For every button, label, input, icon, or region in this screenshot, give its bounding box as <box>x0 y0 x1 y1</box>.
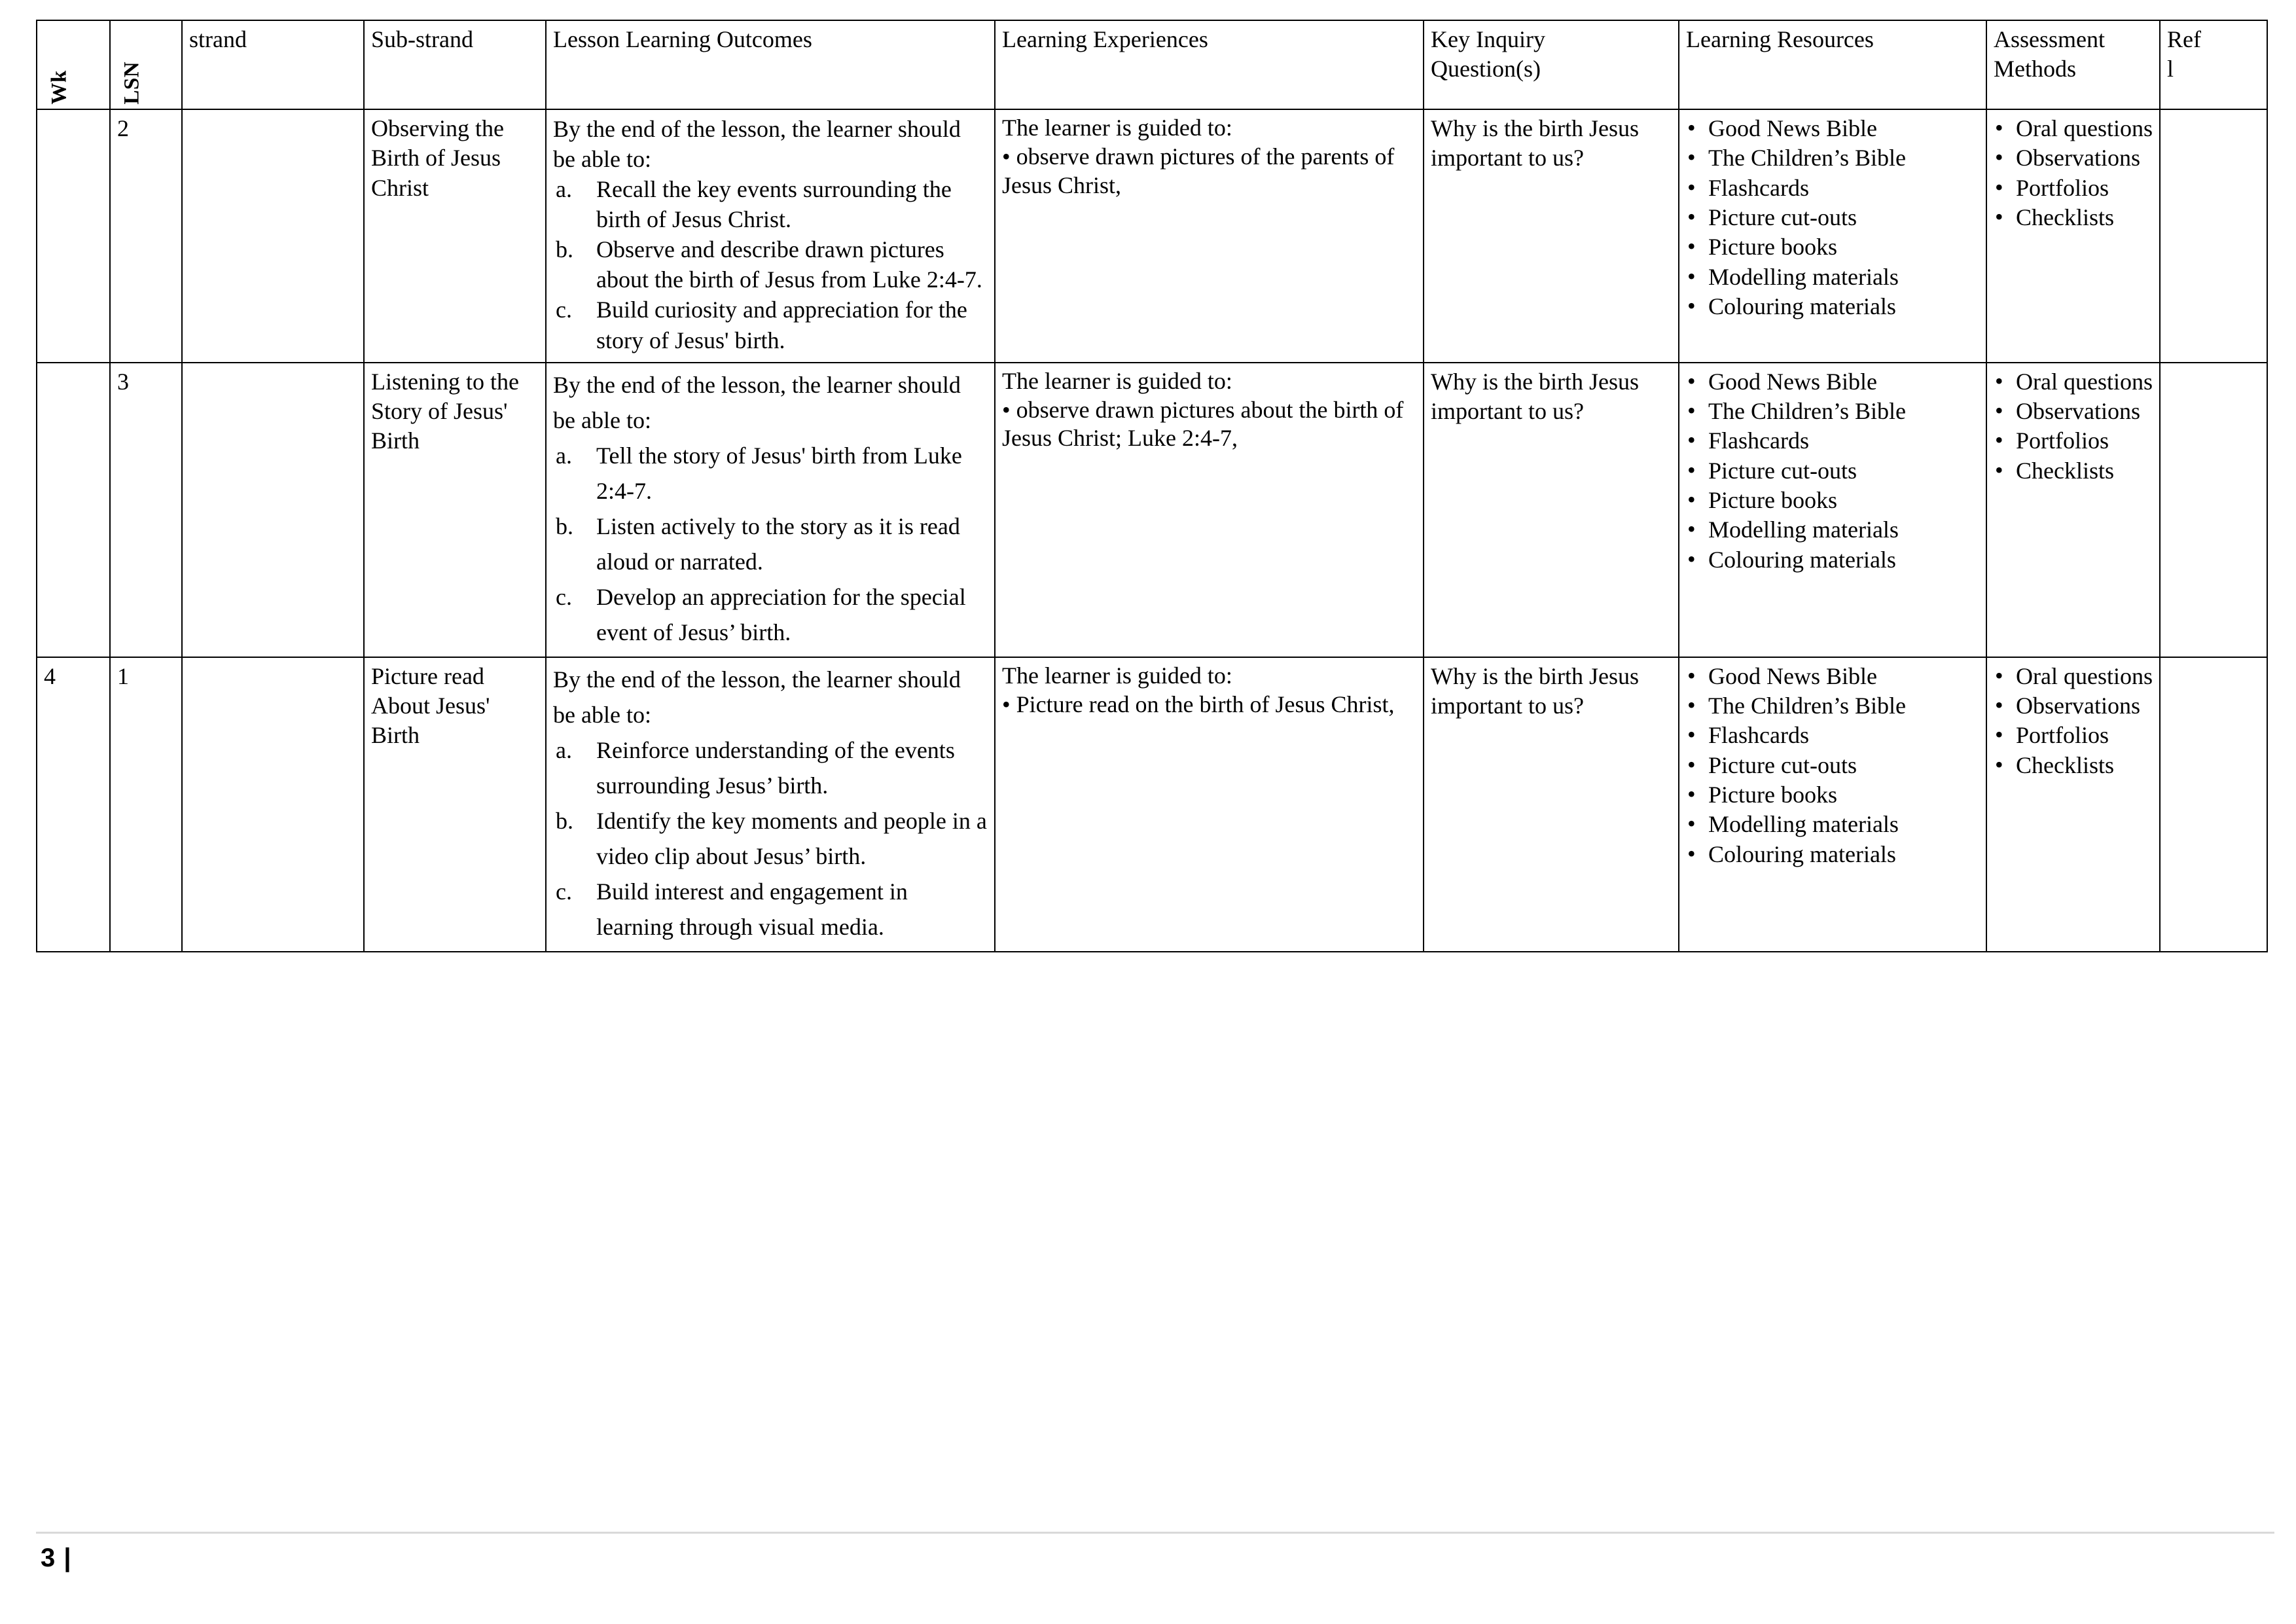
cell-key-inquiry-question: Why is the birth Jesus important to us? <box>1424 363 1679 657</box>
key-inquiry-header-line1: Key Inquiry <box>1431 26 1545 52</box>
learning-resource-item: • Picture books <box>1686 232 1979 262</box>
cell-lesson-learning-outcomes <box>546 109 995 363</box>
learning-resource-item: • Good News Bible <box>1686 662 1979 691</box>
cell-assessment-methods <box>1986 109 2160 363</box>
assessment-method-item: • Observations <box>1994 691 2153 721</box>
assessment-method-item: • Checklists <box>1994 751 2153 780</box>
column-header-strand: strand <box>182 20 364 109</box>
learning-resources-list <box>1686 367 1979 575</box>
column-header-lesson-learning-outcomes: Lesson Learning Outcomes <box>546 20 995 109</box>
cell-lesson-number: 3 <box>110 363 182 657</box>
column-header-learning-resources: Learning Resources <box>1679 20 1986 109</box>
learning-resource-item: • Good News Bible <box>1686 114 1979 143</box>
column-header-lsn <box>110 20 182 109</box>
learning-resource-item: • Good News Bible <box>1686 367 1979 397</box>
outcome-marker: b. <box>556 513 573 539</box>
outcome-text: Identify the key moments and people in a video clip about Jesus’ birth. <box>596 807 987 869</box>
assessment-methods-list <box>1994 367 2153 486</box>
assessment-method-item: • Oral questions <box>1994 114 2153 143</box>
learning-resource-item: • Flashcards <box>1686 721 1979 750</box>
footer-divider <box>36 1532 2274 1534</box>
cell-learning-resources <box>1679 363 1986 657</box>
outcome-item <box>553 234 988 295</box>
cell-strand <box>182 363 364 657</box>
cell-strand <box>182 657 364 952</box>
learning-resource-item: • Flashcards <box>1686 173 1979 203</box>
learning-resource-item: • Colouring materials <box>1686 840 1979 869</box>
outcomes-list <box>553 438 988 650</box>
cell-learning-experiences <box>995 657 1424 952</box>
outcome-marker: c. <box>556 297 572 323</box>
assessment-method-item: • Oral questions <box>1994 367 2153 397</box>
outcome-marker: b. <box>556 236 573 263</box>
outcome-marker: c. <box>556 878 572 905</box>
experiences-intro: The learner is guided to: <box>1002 367 1232 394</box>
cell-week-number <box>37 109 110 363</box>
assessment-method-item: • Observations <box>1994 397 2153 426</box>
cell-sub-strand: Picture read About Jesus' Birth <box>364 657 546 952</box>
assessment-methods-list <box>1994 114 2153 232</box>
experience-item: • Picture read on the birth of Jesus Christ, <box>1002 691 1395 717</box>
ref-header-line2: l <box>2167 56 2174 82</box>
outcome-item <box>553 174 988 234</box>
column-header-wk <box>37 20 110 109</box>
assessment-method-item: • Portfolios <box>1994 721 2153 750</box>
cell-ref <box>2160 363 2267 657</box>
scheme-of-work-table <box>36 20 2268 952</box>
learning-resources-list <box>1686 662 1979 870</box>
learning-resource-item: • Picture books <box>1686 486 1979 515</box>
learning-resource-item: • Colouring materials <box>1686 545 1979 575</box>
outcome-text: Tell the story of Jesus' birth from Luke 2:4-7. <box>596 442 962 504</box>
column-header-key-inquiry-questions <box>1424 20 1679 109</box>
cell-assessment-methods <box>1986 363 2160 657</box>
learning-resource-item: • Picture cut-outs <box>1686 456 1979 486</box>
outcomes-intro: By the end of the lesson, the learner should be able to: <box>553 371 961 433</box>
column-header-learning-experiences: Learning Experiences <box>995 20 1424 109</box>
outcomes-intro: By the end of the lesson, the learner should be able to: <box>553 116 961 173</box>
cell-key-inquiry-question: Why is the birth Jesus important to us? <box>1424 657 1679 952</box>
assessment-methods-header-line2: Methods <box>1994 56 2076 82</box>
learning-resource-item: • The Children’s Bible <box>1686 397 1979 426</box>
cell-week-number: 4 <box>37 657 110 952</box>
table-row <box>37 363 2267 657</box>
learning-resource-item: • The Children’s Bible <box>1686 143 1979 173</box>
cell-ref <box>2160 657 2267 952</box>
assessment-method-item: • Observations <box>1994 143 2153 173</box>
assessment-methods-list <box>1994 662 2153 780</box>
outcome-marker: c. <box>556 583 572 610</box>
learning-resource-item: • Modelling materials <box>1686 810 1979 839</box>
cell-learning-resources <box>1679 109 1986 363</box>
outcome-marker: a. <box>556 176 572 203</box>
experience-item: • observe drawn pictures about the birth of Jesus Christ; Luke 2:4-7, <box>1002 396 1404 452</box>
outcome-marker: a. <box>556 442 572 469</box>
cell-week-number <box>37 363 110 657</box>
outcome-marker: a. <box>556 736 572 763</box>
outcome-text: Listen actively to the story as it is read aloud or narrated. <box>596 513 960 575</box>
assessment-method-item: • Oral questions <box>1994 662 2153 691</box>
learning-resource-item: • Flashcards <box>1686 426 1979 456</box>
outcomes-list <box>553 174 988 355</box>
outcome-item <box>553 874 988 945</box>
column-header-sub-strand: Sub-strand <box>364 20 546 109</box>
outcome-item <box>553 579 988 650</box>
learning-resources-list <box>1686 114 1979 322</box>
cell-lesson-number: 2 <box>110 109 182 363</box>
outcome-text: Build curiosity and appreciation for the story of Jesus' birth. <box>596 297 967 353</box>
experience-item: • observe drawn pictures of the parents of Jesus Christ, <box>1002 143 1395 198</box>
assessment-method-item: • Portfolios <box>1994 173 2153 203</box>
ref-header-line1: Ref <box>2167 26 2201 52</box>
learning-resource-item: • Picture cut-outs <box>1686 751 1979 780</box>
experiences-intro: The learner is guided to: <box>1002 115 1232 141</box>
key-inquiry-header-line2: Question(s) <box>1431 56 1541 82</box>
cell-learning-resources <box>1679 657 1986 952</box>
outcomes-intro: By the end of the lesson, the learner should be able to: <box>553 666 961 728</box>
outcome-item <box>553 509 988 579</box>
outcomes-list <box>553 732 988 945</box>
outcome-item <box>553 438 988 509</box>
cell-strand <box>182 109 364 363</box>
column-header-ref <box>2160 20 2267 109</box>
table-header <box>37 20 2267 109</box>
outcome-item <box>553 803 988 874</box>
learning-resource-item: • Modelling materials <box>1686 515 1979 545</box>
assessment-methods-header-line1: Assessment <box>1994 26 2105 52</box>
assessment-method-item: • Portfolios <box>1994 426 2153 456</box>
cell-learning-experiences <box>995 109 1424 363</box>
cell-lesson-learning-outcomes <box>546 657 995 952</box>
outcome-text: Observe and describe drawn pictures about the birth of Jesus from Luke 2:4-7. <box>596 236 982 293</box>
assessment-method-item: • Checklists <box>1994 203 2153 232</box>
learning-resource-item: • Colouring materials <box>1686 292 1979 321</box>
cell-assessment-methods <box>1986 657 2160 952</box>
column-header-wk-label: Wk <box>47 70 71 105</box>
cell-learning-experiences <box>995 363 1424 657</box>
cell-key-inquiry-question: Why is the birth Jesus important to us? <box>1424 109 1679 363</box>
learning-resource-item: • Picture books <box>1686 780 1979 810</box>
page-number: 3 | <box>41 1543 72 1572</box>
cell-ref <box>2160 109 2267 363</box>
table-row <box>37 657 2267 952</box>
outcome-marker: b. <box>556 807 573 834</box>
table-body <box>37 109 2267 952</box>
outcome-text: Reinforce understanding of the events surrounding Jesus’ birth. <box>596 736 955 799</box>
assessment-method-item: • Checklists <box>1994 456 2153 486</box>
table-row <box>37 109 2267 363</box>
cell-lesson-learning-outcomes <box>546 363 995 657</box>
cell-lesson-number: 1 <box>110 657 182 952</box>
outcome-text: Build interest and engagement in learning through visual media. <box>596 878 908 940</box>
outcome-text: Develop an appreciation for the special event of Jesus’ birth. <box>596 583 966 645</box>
cell-sub-strand: Listening to the Story of Jesus' Birth <box>364 363 546 657</box>
outcome-item <box>553 295 988 355</box>
cell-sub-strand: Observing the Birth of Jesus Christ <box>364 109 546 363</box>
header-row <box>37 20 2267 109</box>
outcome-text: Recall the key events surrounding the birth of Jesus Christ. <box>596 176 952 233</box>
column-header-lsn-label: LSN <box>120 62 144 105</box>
learning-resource-item: • The Children’s Bible <box>1686 691 1979 721</box>
column-header-assessment-methods <box>1986 20 2160 109</box>
learning-resource-item: • Picture cut-outs <box>1686 203 1979 232</box>
learning-resource-item: • Modelling materials <box>1686 262 1979 292</box>
outcome-item <box>553 732 988 803</box>
experiences-intro: The learner is guided to: <box>1002 662 1232 689</box>
